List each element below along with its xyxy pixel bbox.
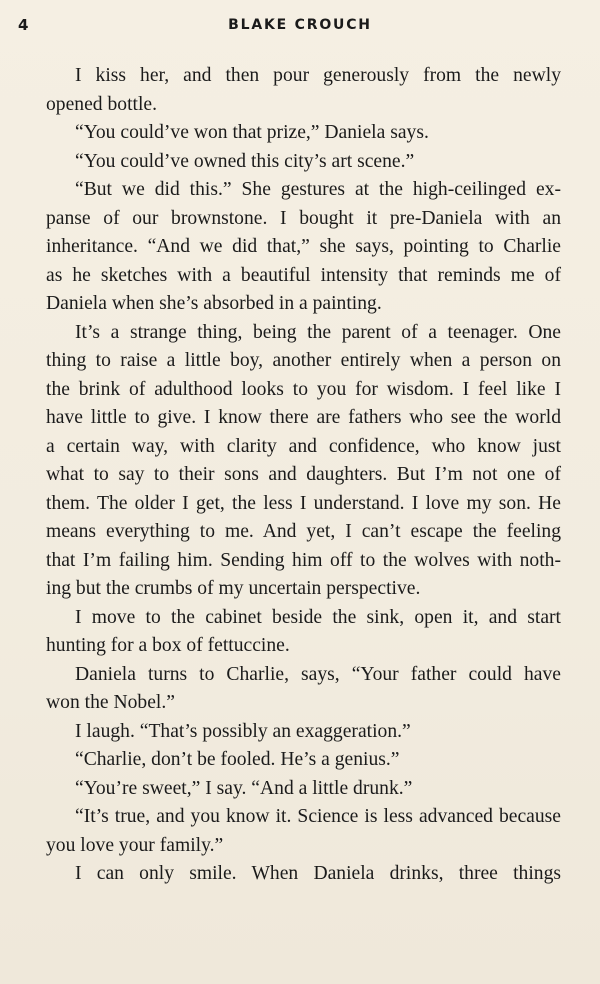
paragraph-first-line: Daniela turns to Charlie, says, “Your father could have <box>75 663 561 685</box>
running-head <box>18 16 582 36</box>
paragraph-line: panse of our brownstone. I bought it pre-Daniela with an <box>46 207 561 229</box>
paragraph-line: thing to raise a little boy, another entirely when a person on <box>46 350 561 371</box>
paragraph-line: a certain way, with clarity and confidence, who know just <box>46 435 561 457</box>
book-author-header: BLAKE CROUCH <box>228 17 372 33</box>
paragraph-line: what to say to their sons and daughters. But I’m not one of <box>46 464 561 485</box>
paragraph-first-line: “Charlie, don’t be fooled. He’s a genius.” <box>75 749 400 770</box>
paragraph-line: means everything to me. And yet, I can’t escape the feeling <box>46 521 561 542</box>
paragraph-line: have little to give. I know there are fathers who see the world <box>46 407 561 428</box>
paragraph-line: the brink of adulthood looks to you for wisdom. I feel like I <box>46 378 561 400</box>
paragraph-line: inheritance. “And we did that,” she says, pointing to Charlie <box>46 236 561 257</box>
paragraph-line: hunting for a box of fettuccine. <box>46 635 290 656</box>
paragraph-first-line: I kiss her, and then pour generously from the newly <box>75 65 561 86</box>
paragraph-first-line: “You’re sweet,” I say. “And a little drunk.” <box>75 777 413 799</box>
paragraph-first-line: “It’s true, and you know it. Science is less advanced because <box>75 806 561 827</box>
paragraph-line: ing but the crumbs of my uncertain perspective. <box>46 578 421 599</box>
body-text <box>46 62 561 889</box>
paragraph-first-line: “You could’ve won that prize,” Daniela says. <box>75 122 429 143</box>
paragraph-first-line: It’s a strange thing, being the parent of a teenager. One <box>75 321 561 343</box>
paragraph-line: them. The older I get, the less I understand. I love my son. He <box>46 492 561 514</box>
page-number: 4 <box>18 16 29 34</box>
paragraph-line: opened bottle. <box>46 93 157 115</box>
paragraph-line: as he sketches with a beautiful intensity that reminds me of <box>46 264 561 286</box>
paragraph-first-line: I move to the cabinet beside the sink, open it, and start <box>75 606 561 628</box>
paragraph-line: won the Nobel.” <box>46 692 175 713</box>
paragraph-first-line: I laugh. “That’s possibly an exaggeration.” <box>75 720 411 742</box>
paragraph-line: you love your family.” <box>46 834 224 856</box>
paragraph-first-line: I can only smile. When Daniela drinks, three things <box>75 863 561 884</box>
paragraph-line: Daniela when she’s absorbed in a painting. <box>46 293 382 314</box>
paragraph-line: that I’m failing him. Sending him off to the wolves with noth- <box>46 549 561 571</box>
paragraph-first-line: “But we did this.” She gestures at the high-ceilinged ex- <box>75 179 561 200</box>
paragraph-first-line: “You could’ve owned this city’s art scene.” <box>75 150 415 172</box>
